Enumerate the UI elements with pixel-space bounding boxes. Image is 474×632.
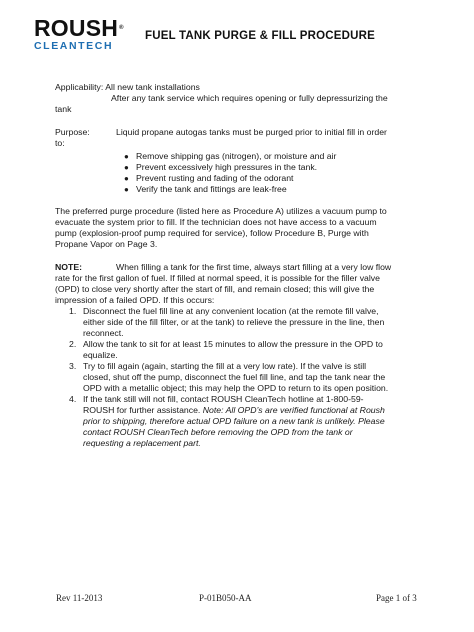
paragraph-line: pump (explosion-proof pump required for service), follow Procedure B, Purge with (55, 228, 369, 238)
purpose-bullet-list (124, 151, 427, 195)
applicability-line-3: tank (55, 104, 72, 114)
steps-list (55, 306, 427, 449)
step-text: ROUSH for further assistance. (83, 405, 203, 415)
step-number: 1. (69, 306, 77, 316)
step-italic-note: Note: All OPD’s are verified functional at Roush (202, 405, 385, 415)
bullet-icon: ● (124, 174, 129, 183)
step-number: 4. (69, 394, 77, 404)
paragraph-line: The preferred purge procedure (listed here as Procedure A) utilizes a vacuum pump to (55, 206, 387, 216)
step-line: Allow the tank to sit for at least 15 minutes to allow the pressure in the OPD to (83, 339, 383, 349)
note-first-line: NOTE: When filling a tank for the first time, always start filling at a very low flow (55, 262, 392, 272)
document-title: FUEL TANK PURGE & FILL PROCEDURE (145, 30, 376, 42)
applicability-line-1: Applicability: All new tank installations (55, 82, 200, 92)
list-item: ● Prevent rusting and fading of the odorant (124, 173, 294, 183)
step-line: OPD with a metallic object; this may help the OPD to return to its open position. (83, 383, 389, 393)
list-item: ● Remove shipping gas (nitrogen), or moisture and air (124, 151, 337, 161)
list-item: ● Prevent excessively high pressures in the tank. (124, 162, 318, 172)
footer-revision: Rev 11-2013 (56, 593, 103, 603)
logo-trademark: ® (119, 25, 124, 31)
step-number: 2. (69, 339, 77, 349)
step-number: 3. (69, 361, 77, 371)
paragraph-line: evacuate the system prior to fill. If the technician does not have access to a vacuum (55, 217, 377, 227)
paragraph-line: Propane Vapor on Page 3. (55, 239, 158, 249)
step-item (55, 361, 427, 394)
bullet-icon: ● (124, 185, 129, 194)
paragraph-line: impression of a failed OPD. If this occurs: (55, 295, 215, 305)
step-line: If the tank still will not fill, contact ROUSH CleanTech hotline at 1-800-59- (83, 394, 364, 404)
footer-document-number: P-01B050-AA (199, 593, 252, 603)
preferred-procedure-paragraph (55, 206, 427, 250)
step-item (55, 339, 427, 361)
document-body (55, 82, 427, 449)
list-item: ● Verify the tank and fittings are leak-free (124, 184, 287, 194)
step-italic-note: contact ROUSH CleanTech before removing the OPD from the tank or (83, 427, 353, 437)
bullet-icon: ● (124, 152, 129, 161)
logo-roush-text: ROUSH (34, 15, 119, 41)
paragraph-line: rate for the first gallon of fuel. If filled at normal speed, it is possible for the filler valve (55, 273, 380, 283)
step-italic-note: prior to shipping, therefore actual OPD failure on a new tank is unlikely. Please (83, 416, 385, 426)
step-line (83, 405, 427, 416)
logo-cleantech-text: CLEANTECH (34, 40, 114, 52)
step-line: closed, shut off the pump, disconnect the fuel fill line, and tap the tank near the (83, 372, 386, 382)
footer-page-number: Page 1 of 3 (376, 593, 417, 603)
purpose-to: to: (55, 138, 65, 148)
logo-wordmark (34, 17, 126, 39)
step-line: Disconnect the fuel fill line at any convenient location (at the remote fill valve, (83, 306, 379, 316)
purpose-text: Liquid propane autogas tanks must be purged prior to initial fill in order (116, 127, 387, 137)
roush-cleantech-logo (34, 17, 126, 52)
purpose-label: Purpose: (55, 127, 90, 137)
bullet-icon: ● (124, 163, 129, 172)
purpose-section (55, 127, 427, 138)
step-line: equalize. (83, 350, 118, 360)
step-item (55, 306, 427, 339)
step-italic-note: requesting a replacement part. (83, 438, 201, 448)
applicability-line-2: After any tank service which requires opening or fully depressurizing the (111, 93, 388, 103)
page-footer (0, 593, 474, 607)
step-line: Try to fill again (again, starting the fill at a very low rate). If the valve is still (83, 361, 367, 371)
step-line: reconnect. (83, 328, 124, 338)
note-label: NOTE: (55, 262, 83, 272)
note-section (55, 262, 427, 449)
paragraph-line: (OPD) to close very shortly after the start of fill, and remain closed; this will give the (55, 284, 375, 294)
step-line: either side of the fill filter, or at the tank) to relieve the pressure in the line, then (83, 317, 385, 327)
applicability-section (55, 82, 427, 115)
step-item (55, 394, 427, 449)
